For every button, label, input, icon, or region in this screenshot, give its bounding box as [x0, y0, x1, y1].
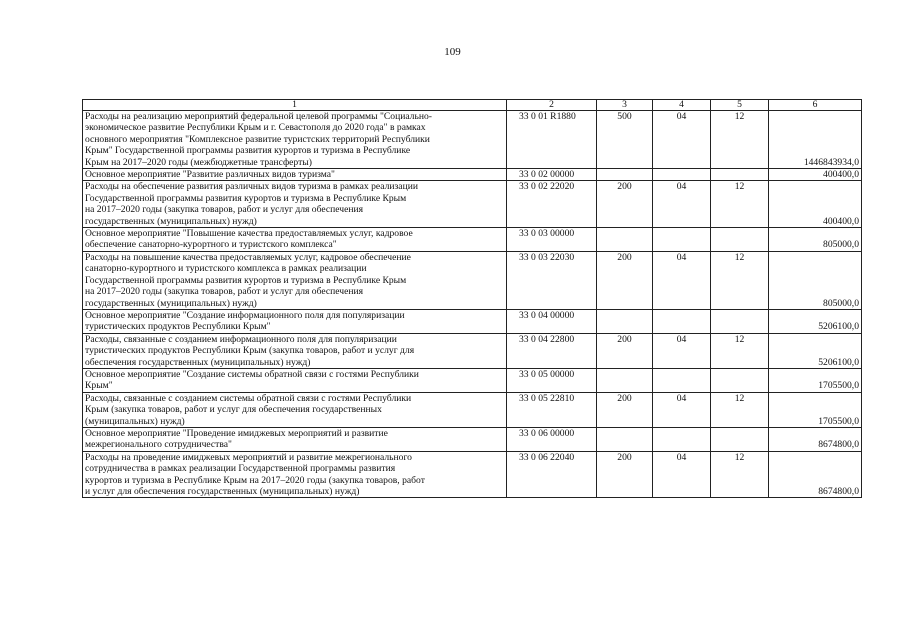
row-section — [653, 309, 711, 333]
row-section: 04 — [653, 451, 711, 498]
row-expense-type — [597, 309, 653, 333]
row-code: 33 0 05 00000 — [507, 368, 597, 392]
header-col-4: 4 — [653, 100, 711, 111]
row-amount: 1446843934,0 — [769, 111, 862, 169]
row-subsection: 12 — [711, 451, 769, 498]
row-name: Основное мероприятие "Повышение качества предоставляемых услуг, кадровое обеспечение санаторно-курортного и туристского комплекса" — [83, 228, 507, 252]
row-subsection: 12 — [711, 111, 769, 169]
row-subsection: 12 — [711, 251, 769, 309]
row-expense-type: 200 — [597, 392, 653, 427]
row-expense-type: 200 — [597, 251, 653, 309]
header-col-1: 1 — [83, 100, 507, 111]
row-subsection — [711, 228, 769, 252]
row-amount: 8674800,0 — [769, 451, 862, 498]
row-name: Расходы на повышение качества предоставляемых услуг, кадровое обеспечение санаторно-курортного и туристского комплекса в рамках реализации Государственной программы развития курортов и туризма в Республике Крым на 2017–2020 годы (закупка товаров, работ и услуг для обеспечения государственных (муниципальных) нужд) — [83, 251, 507, 309]
row-expense-type: 500 — [597, 111, 653, 169]
row-subsection — [711, 309, 769, 333]
page-number: 109 — [444, 46, 461, 58]
row-section: 04 — [653, 111, 711, 169]
row-section: 04 — [653, 333, 711, 368]
row-expense-type: 200 — [597, 451, 653, 498]
row-section — [653, 228, 711, 252]
row-name: Расходы на проведение имиджевых мероприятий и развитие межрегионального сотрудничества в рамках реализации Государственной программы развития курортов и туризма в Республике Крым на 2017–2020 годы (закупка товаров, работ и услуг для обеспечения государственных (муниципальных) нужд) — [83, 451, 507, 498]
table-row — [83, 451, 862, 498]
row-name: Основное мероприятие "Развитие различных видов туризма" — [83, 169, 507, 181]
row-expense-type — [597, 169, 653, 181]
row-section: 04 — [653, 181, 711, 228]
row-subsection — [711, 368, 769, 392]
row-name: Расходы на обеспечение развития различных видов туризма в рамках реализации Государственной программы развития курортов и туризма в Республике Крым на 2017–2020 годы (закупка товаров, работ и услуг для обеспечения государственных (муниципальных) нужд) — [83, 181, 507, 228]
row-name: Расходы, связанные с созданием системы обратной связи с гостями Республики Крым (закупка товаров, работ и услуг для обеспечения государственных (муниципальных) нужд) — [83, 392, 507, 427]
row-name: Основное мероприятие "Проведение имиджевых мероприятий и развитие межрегионального сотрудничества" — [83, 427, 507, 451]
row-subsection — [711, 427, 769, 451]
row-name: Основное мероприятие "Создание системы обратной связи с гостями Республики Крым" — [83, 368, 507, 392]
row-section — [653, 169, 711, 181]
row-amount: 805000,0 — [769, 228, 862, 252]
table-row — [83, 228, 862, 252]
row-subsection — [711, 169, 769, 181]
row-code: 33 0 06 22040 — [507, 451, 597, 498]
row-code: 33 0 05 22810 — [507, 392, 597, 427]
row-amount: 5206100,0 — [769, 333, 862, 368]
row-code: 33 0 03 00000 — [507, 228, 597, 252]
row-subsection: 12 — [711, 333, 769, 368]
row-code: 33 0 06 00000 — [507, 427, 597, 451]
row-section: 04 — [653, 392, 711, 427]
row-subsection: 12 — [711, 392, 769, 427]
header-col-3: 3 — [597, 100, 653, 111]
row-section: 04 — [653, 251, 711, 309]
table-row — [83, 333, 862, 368]
row-expense-type — [597, 228, 653, 252]
row-code: 33 0 02 22020 — [507, 181, 597, 228]
row-code: 33 0 04 00000 — [507, 309, 597, 333]
row-amount: 1705500,0 — [769, 368, 862, 392]
row-name: Расходы на реализацию мероприятий федеральной целевой программы "Социально- экономическое развитие Республики Крым и г. Севастополя до 2020 года" в рамках основного мероприятия "Комплексное развитие туристских территорий Республики Крым" Государственной программы развития курортов и туризма в Республике Крым на 2017–2020 годы (межбюджетные трансферты) — [83, 111, 507, 169]
row-expense-type — [597, 368, 653, 392]
row-code: 33 0 03 22030 — [507, 251, 597, 309]
header-row — [83, 100, 862, 111]
row-amount: 400400,0 — [769, 181, 862, 228]
row-code: 33 0 02 00000 — [507, 169, 597, 181]
table-row — [83, 392, 862, 427]
row-expense-type: 200 — [597, 181, 653, 228]
header-col-5: 5 — [711, 100, 769, 111]
row-name: Расходы, связанные с созданием информационного поля для популяризации туристических продуктов Республики Крым (закупка товаров, работ и услуг для обеспечения государственных (муниципальных) нужд) — [83, 333, 507, 368]
row-amount: 1705500,0 — [769, 392, 862, 427]
header-col-2: 2 — [507, 100, 597, 111]
budget-table — [82, 99, 862, 498]
table-row — [83, 251, 862, 309]
row-section — [653, 368, 711, 392]
header-col-6: 6 — [769, 100, 862, 111]
row-amount: 8674800,0 — [769, 427, 862, 451]
row-code: 33 0 04 22800 — [507, 333, 597, 368]
table-row — [83, 111, 862, 169]
table-row — [83, 427, 862, 451]
row-amount: 5206100,0 — [769, 309, 862, 333]
row-code: 33 0 01 R1880 — [507, 111, 597, 169]
table-row — [83, 181, 862, 228]
row-amount: 805000,0 — [769, 251, 862, 309]
row-name: Основное мероприятие "Создание информационного поля для популяризации туристических продуктов Республики Крым" — [83, 309, 507, 333]
row-expense-type: 200 — [597, 333, 653, 368]
row-section — [653, 427, 711, 451]
table-row — [83, 368, 862, 392]
table-row — [83, 309, 862, 333]
row-amount: 400400,0 — [769, 169, 862, 181]
row-expense-type — [597, 427, 653, 451]
row-subsection: 12 — [711, 181, 769, 228]
table-row — [83, 169, 862, 181]
